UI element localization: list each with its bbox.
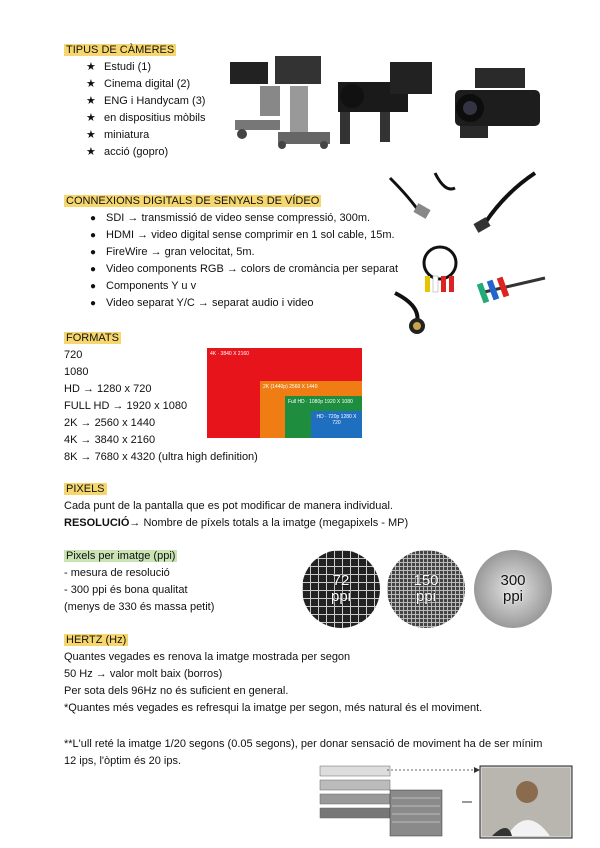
- pixels-title: PIXELS: [66, 483, 105, 495]
- list-item: ● SDI → transmissió de video sense compressió, 300m.: [82, 210, 398, 227]
- rca-cable-image: [424, 247, 456, 292]
- hertz-note-1: **L'ull reté la imatge 1/20 segons (0.05 segons), per donar sensació de moviment ha de ser mínim: [64, 738, 543, 750]
- list-item: ★ ENG i Handycam (3): [82, 93, 206, 110]
- ppi-notes: [64, 565, 214, 616]
- connections-title: CONNEXIONS DIGITALS DE SENYALS DE VÍDEO: [66, 195, 320, 207]
- list-item: ★ Estudi (1): [82, 59, 206, 76]
- list-item: ● HDMI → video digital sense comprimir en 1 sol cable, 15m.: [82, 227, 398, 244]
- star-icon: ★: [86, 112, 96, 124]
- bullet-icon: ●: [90, 281, 97, 292]
- cameras-list: [82, 59, 206, 161]
- format-item: HD → 1280 x 720: [64, 383, 152, 395]
- hertz-line: Per sota dels 96Hz no és suficient en general.: [64, 685, 289, 697]
- list-item: ★ Cinema digital (2): [82, 76, 206, 93]
- connections-list: [82, 210, 398, 312]
- list-item: ● Video components RGB → colors de cromància per separat: [82, 261, 398, 278]
- ppi-note: - mesura de resolució: [64, 567, 170, 579]
- bullet-icon: ●: [90, 264, 97, 275]
- list-item: ● Video separat Y/C → separat audio i video: [82, 295, 398, 312]
- hertz-line: 50 Hz → valor molt baix (borros): [64, 668, 223, 680]
- cinema-camera-image: [338, 62, 432, 144]
- component-cable-image: [477, 277, 545, 304]
- ppi-72-circle: 72 ppi: [302, 550, 380, 628]
- pixels-definition: Cada punt de la pantalla que es pot modificar de manera individual.: [64, 500, 393, 512]
- hertz-note-2: 12 ips, l'òptim és 20 ips.: [64, 755, 182, 767]
- ppi-150-circle: 150 ppi: [387, 550, 465, 628]
- star-icon: ★: [86, 95, 96, 107]
- bullet-icon: ●: [90, 213, 97, 224]
- hdmi-cable-image: [473, 173, 535, 233]
- list-item: ● Components Y u v: [82, 278, 398, 295]
- list-item: ★ acció (gopro): [82, 144, 206, 161]
- hertz-line: Quantes vegades es renova la imatge mostrada per segon: [64, 651, 351, 663]
- resolution-diagram: [207, 348, 362, 438]
- bullet-icon: ●: [90, 230, 97, 241]
- ppi-note: (menys de 330 és massa petit): [64, 601, 215, 613]
- ppi-note: - 300 ppi és bona qualitat: [64, 584, 188, 596]
- list-item: ★ en dispositius mòbils: [82, 110, 206, 127]
- handycam-image: [455, 68, 540, 138]
- ppi-title: Pixels per imatge (ppi): [66, 550, 176, 562]
- cameras-image: [220, 42, 550, 157]
- frames-illustration: [312, 762, 574, 840]
- person-photo: [480, 766, 572, 838]
- cameras-title: TIPUS DE CÀMERES: [66, 44, 175, 56]
- format-item: 8K → 7680 x 4320 (ultra high definition): [64, 451, 258, 463]
- star-icon: ★: [86, 146, 96, 158]
- sdi-cable-image: [390, 173, 455, 219]
- res-fhd-box: Full HD · 1080p 1920 X 1080: [285, 396, 362, 438]
- bullet-icon: ●: [90, 298, 97, 309]
- list-item: ★ miniatura: [82, 127, 206, 144]
- hertz-lines: [64, 649, 482, 717]
- studio-camera-image: [230, 56, 330, 149]
- hertz-line: *Quantes més vegades es refresqui la imatge per segon, més natural és el moviment.: [64, 702, 483, 714]
- resolution-definition: RESOLUCIÓ→ Nombre de píxels totals a la imatge (megapixels - MP): [64, 517, 409, 529]
- res-2k-box: 2K (1440p) 2560 X 1440: [260, 381, 362, 438]
- format-item: FULL HD → 1920 x 1080: [64, 400, 188, 412]
- list-item: ● FireWire → gran velocitat, 5m.: [82, 244, 398, 261]
- format-item: 720: [64, 349, 83, 361]
- star-icon: ★: [86, 129, 96, 141]
- format-item: 1080: [64, 366, 89, 378]
- hertz-title: HERTZ (Hz): [66, 634, 127, 646]
- ppi-300-circle: 300 ppi: [474, 550, 552, 628]
- formats-title: FORMATS: [66, 332, 119, 344]
- res-hd-box: HD · 720p 1280 X 720: [311, 411, 362, 438]
- format-item: 4K → 3840 x 2160: [64, 434, 156, 446]
- format-item: 2K → 2560 x 1440: [64, 417, 156, 429]
- star-icon: ★: [86, 78, 96, 90]
- cables-image: [385, 168, 555, 338]
- frame-stack-image: [320, 766, 442, 836]
- svideo-cable-image: [395, 293, 425, 334]
- bullet-icon: ●: [90, 247, 97, 258]
- star-icon: ★: [86, 61, 96, 73]
- res-4k-box: 4K · 3840 X 2160: [207, 348, 362, 438]
